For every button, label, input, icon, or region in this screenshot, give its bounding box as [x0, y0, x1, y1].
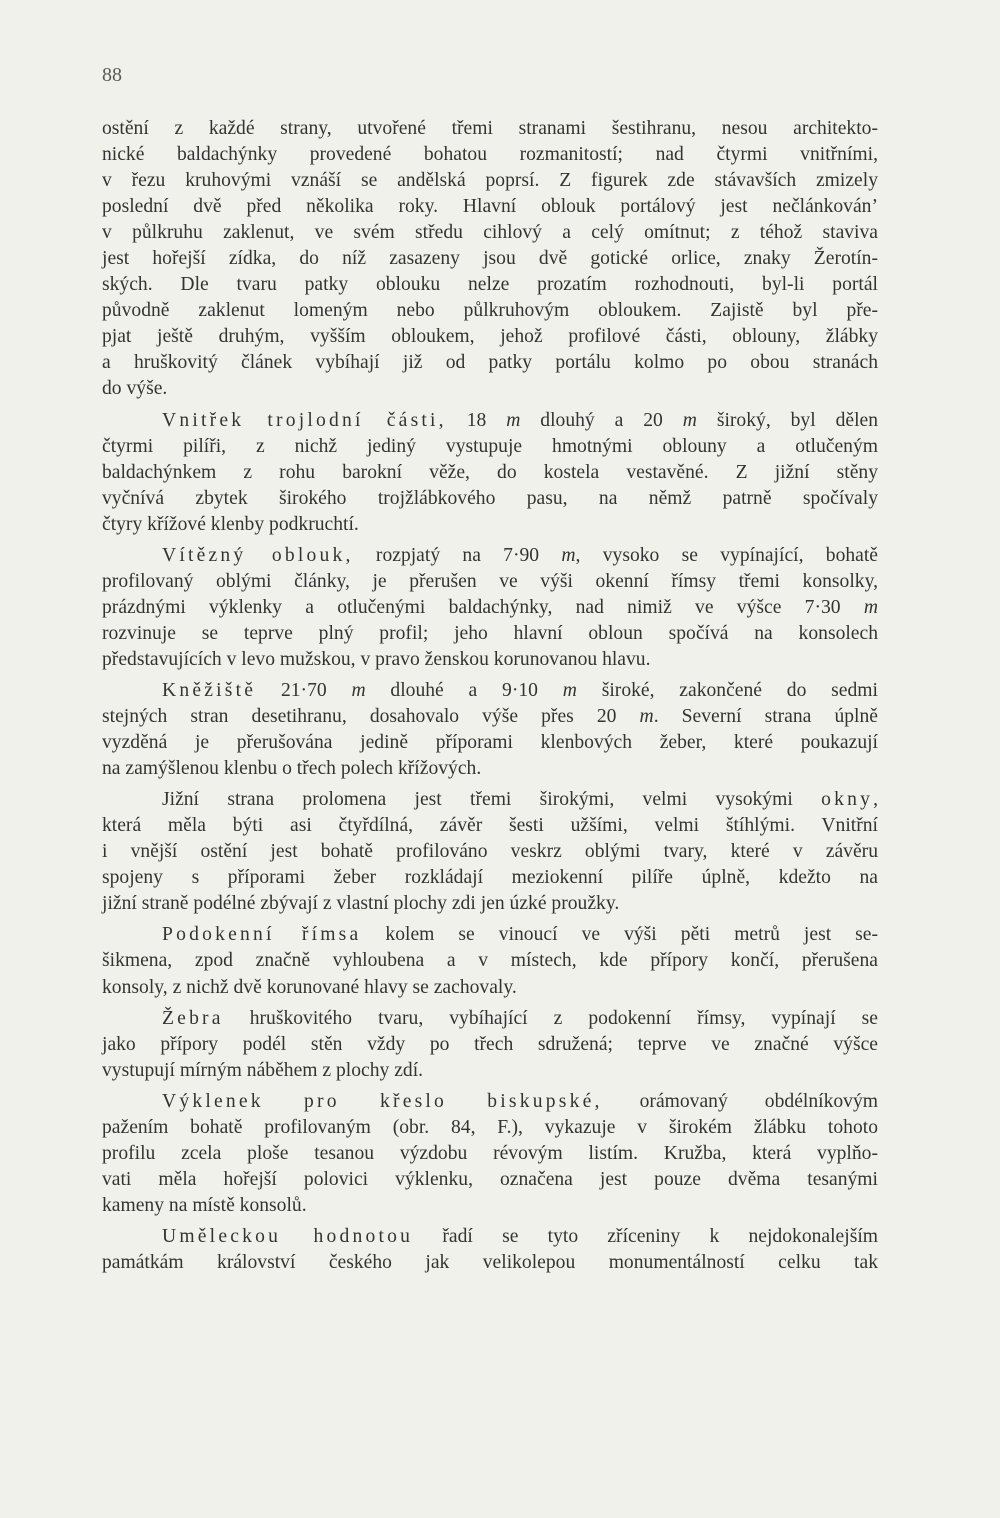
text-segment: 18 [446, 409, 507, 431]
text-segment: orámovaný obdélníkovým [602, 1090, 878, 1112]
text-segment: okny [821, 789, 874, 811]
text-line [102, 730, 878, 756]
text-line [102, 142, 878, 168]
text-segment: m [639, 706, 654, 728]
text-segment: stejných stran desetihranu, dosahovalo výše přes 20 [102, 706, 640, 728]
text-segment: památkám království českého jak velikolepou monumentálností celku tak [102, 1251, 878, 1273]
text-segment: Jižní strana prolomena jest třemi širokými, velmi vysokými [162, 789, 822, 811]
text-segment: čtyry křížové klenby podkruchtí. [102, 513, 359, 535]
text-line [102, 621, 878, 647]
text-line [102, 678, 878, 704]
text-segment: m [561, 544, 576, 566]
text-segment: m [863, 596, 878, 618]
text-line [102, 1167, 878, 1193]
text-segment: široký, byl dělen [696, 409, 879, 431]
text-line [102, 486, 878, 512]
text-segment: poslední dvě před několika roky. Hlavní oblouk portálový jest nečlánkován’ [102, 196, 878, 218]
text-segment: široké, zakončené do sedmi [576, 679, 878, 701]
page-number: 88 [102, 64, 122, 86]
text-line [102, 246, 878, 272]
text-segment: , [873, 789, 878, 811]
text-segment: spojeny s příporami žeber rozkládají meziokenní pilíře úplně, kdežto na [102, 867, 878, 889]
text-segment: dlouhé a 9·10 [365, 679, 563, 701]
text-segment: představujících v levo mužskou, v pravo ženskou korunovanou hlavu. [102, 648, 651, 670]
text-line [102, 460, 878, 486]
text-line [102, 922, 878, 948]
text-line [102, 595, 878, 621]
text-segment: , vysoko se vypínající, bohatě [575, 544, 879, 566]
text-line [102, 272, 878, 298]
text-segment: a hruškovitý článek vybíhají již od patky portálu kolmo po obou stranách [102, 352, 878, 374]
text-segment: Výklenek pro křeslo biskupské, [162, 1090, 603, 1112]
text-segment: vati měla hořejší polovici výklenku, označena jest pouze dvěma tesanými [102, 1168, 878, 1190]
text-line [102, 704, 878, 730]
text-segment: 21·70 [256, 679, 352, 701]
text-line [102, 298, 878, 324]
text-line [102, 948, 878, 974]
body-text [102, 116, 878, 1276]
text-line [102, 865, 878, 891]
text-segment: rozvinuje se teprve plný profil; jeho hlavní obloun spočívá na konsolech [102, 622, 878, 644]
text-segment: prázdnými výklenky a otlučenými baldachýnky, nad nimiž ve výšce 7·30 [102, 596, 864, 618]
text-segment: rozpjatý na 7·90 [353, 544, 562, 566]
text-segment: Vnitřek trojlodní části, [162, 409, 447, 431]
text-segment: baldachýnkem z rohu barokní věže, do kostela vestavěné. Z jižní stěny [102, 461, 878, 483]
text-line [102, 569, 878, 595]
text-segment: Vítězný oblouk, [162, 544, 354, 566]
text-segment: Kněžiště [162, 679, 257, 701]
text-segment: čtyrmi pilíři, z nichž jediný vystupuje hmotnými oblouny a otlučeným [102, 435, 878, 457]
text-segment: Podokenní římsa [162, 924, 362, 946]
text-segment: v půlkruhu zaklenut, ve svém středu cihlový a celý omítnut; z téhož staviva [102, 222, 878, 244]
text-segment: ských. Dle tvaru patky oblouku nelze prozatím rozhodnouti, byl-li portál [102, 274, 878, 296]
text-segment: pjat ještě druhým, vyšším obloukem, jehož profilové části, oblouny, žlábky [102, 326, 878, 348]
text-line [102, 1224, 878, 1250]
text-line [102, 1250, 878, 1276]
text-segment: kolem se vinoucí ve výši pěti metrů jest se- [361, 924, 879, 946]
text-line [102, 1032, 878, 1058]
text-line [102, 787, 878, 813]
text-segment: m [506, 409, 521, 431]
text-line [102, 220, 878, 246]
text-line [102, 543, 878, 569]
text-line [102, 434, 878, 460]
text-line [102, 116, 878, 142]
text-line [102, 324, 878, 350]
text-line [102, 1115, 878, 1141]
text-segment: m [562, 679, 577, 701]
text-line [102, 376, 878, 402]
text-line [102, 975, 878, 1001]
text-segment: Žebra [162, 1007, 224, 1029]
text-segment: m [351, 679, 366, 701]
text-line [102, 756, 878, 782]
text-line [102, 1006, 878, 1032]
text-line [102, 194, 878, 220]
text-line [102, 1193, 878, 1219]
text-segment: jest hořejší zídka, do níž zasazeny jsou dvě gotické orlice, znaky Žerotín- [102, 248, 878, 270]
text-segment: která měla býti asi čtyřdílná, závěr šesti užšími, velmi štíhlými. Vnitřní [102, 815, 878, 837]
text-segment: řadí se tyto zříceniny k nejdokonalejším [413, 1225, 878, 1247]
text-segment: původně zaklenut lomeným nebo půlkruhovým obloukem. Zajistě byl pře- [102, 300, 878, 322]
text-segment: ostění z každé strany, utvořené třemi stranami šestihranu, nesou architekto- [102, 118, 878, 139]
text-segment: jako přípory podél stěn vždy po třech sdružená; teprve ve značné výšce [102, 1033, 878, 1055]
text-segment: vyčnívá zbytek širokého trojžlábkového pasu, na němž patrně spočívaly [102, 487, 878, 509]
text-segment: vystupují mírným náběhem z plochy zdí. [102, 1059, 424, 1081]
text-line [102, 408, 878, 434]
text-segment: i vnější ostění jest bohatě profilováno veskrz oblými tvary, které v závěru [102, 841, 878, 863]
text-segment: jižní straně podélné zbývají z vlastní plochy zdi jen úzké proužky. [102, 893, 620, 915]
text-segment: na zamýšlenou klenbu o třech polech křížových. [102, 758, 482, 780]
text-segment: vyzděná je přerušována jedině příporami klenbových žeber, které poukazují [102, 732, 878, 754]
text-segment: pažením bohatě profilovaným (obr. 84, F.), vykazuje v širokém žlábku tohoto [102, 1116, 878, 1138]
text-segment: šikmena, zpod značně vyhloubena a v místech, kde přípory končí, přerušena [102, 950, 878, 972]
text-segment: kameny na místě konsolů. [102, 1194, 307, 1216]
text-segment: do výše. [102, 378, 168, 400]
text-line [102, 168, 878, 194]
text-segment: Uměleckou hodnotou [162, 1225, 414, 1247]
text-segment: v řezu kruhovými vznáší se andělská poprsí. Z figurek zde stávavších zmizely [102, 170, 878, 192]
text-line [102, 647, 878, 673]
text-line [102, 1089, 878, 1115]
text-line [102, 813, 878, 839]
text-line [102, 1141, 878, 1167]
text-line [102, 350, 878, 376]
text-line [102, 512, 878, 538]
text-segment: profilovaný oblými články, je přerušen ve výši okenní římsy třemi konsolky, [102, 570, 878, 592]
text-segment: m [682, 409, 697, 431]
text-segment: hruškovitého tvaru, vybíhající z podokenní římsy, vypínají se [223, 1007, 878, 1029]
text-segment: nické baldachýnky provedené bohatou rozmanitostí; nad čtyrmi vnitřními, [102, 144, 878, 166]
text-line [102, 839, 878, 865]
text-line [102, 891, 878, 917]
text-segment: konsoly, z nichž dvě korunované hlavy se zachovaly. [102, 976, 517, 998]
text-line [102, 1058, 878, 1084]
text-segment: . Severní strana úplně [653, 706, 878, 728]
text-segment: profilu zcela ploše tesanou výzdobu révovým listím. Kružba, která vyplňo- [102, 1142, 878, 1164]
text-segment: dlouhý a 20 [520, 409, 683, 431]
